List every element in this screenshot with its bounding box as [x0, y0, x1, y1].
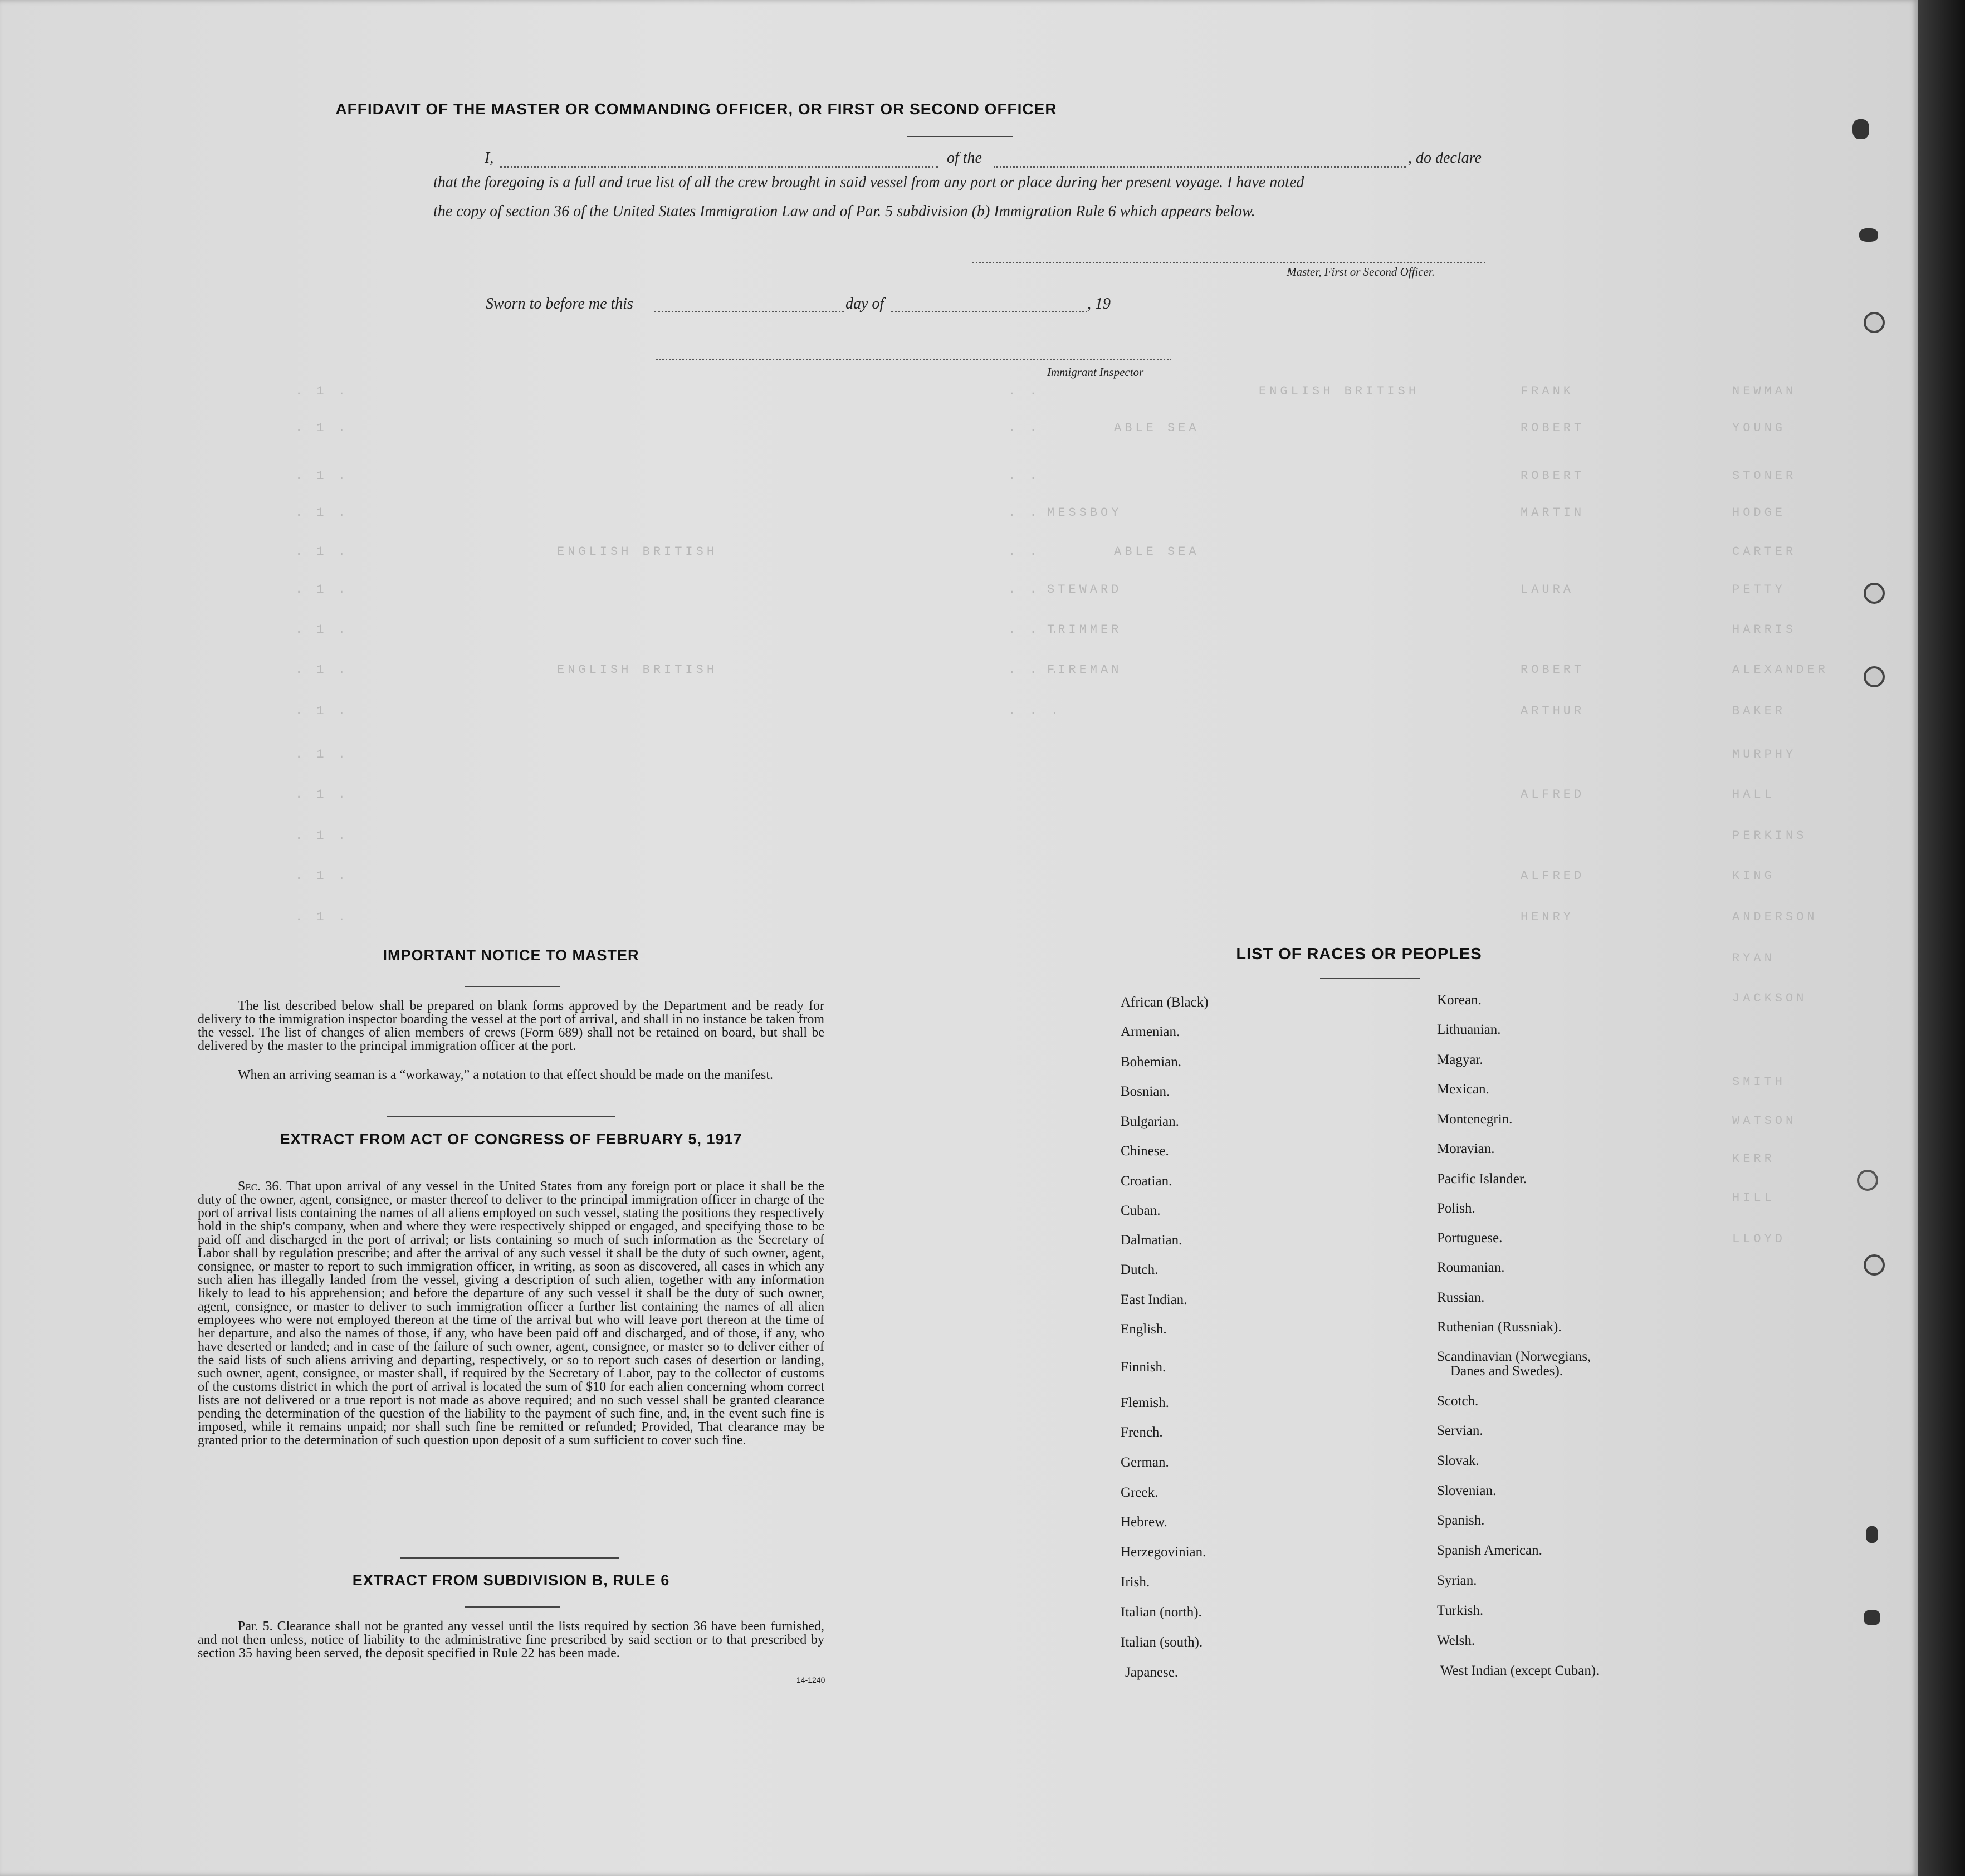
binder-mark: [1866, 1526, 1878, 1543]
race-item: Bulgarian.: [1121, 1114, 1179, 1129]
section-label: Sec. 36.: [238, 1179, 282, 1194]
binder-mark: [1852, 119, 1869, 139]
race-item: East Indian.: [1121, 1292, 1187, 1307]
race-item: Armenian.: [1121, 1024, 1180, 1039]
race-item: Japanese.: [1125, 1665, 1179, 1680]
affidavit-title: AFFIDAVIT OF THE MASTER OR COMMANDING OFFICER, OR FIRST OR SECOND OFFICER: [335, 100, 1057, 118]
race-item: Polish.: [1437, 1201, 1475, 1216]
race-item: Syrian.: [1437, 1573, 1477, 1588]
race-item: Slovak.: [1437, 1453, 1479, 1468]
divider: [465, 986, 560, 987]
section-body: That upon arrival of any vessel in the United States from any foreign port or place it shall be the duty of the owner, agent, consignee, or master thereof to deliver to the principal immigration officer in charge of the port of arrival lists containing the names of all aliens employed on such vessel, stating the positions they respectively hold in the ship's company, when and where they were respectively shipped or engaged, and specifying those to be paid off and discharged in the port of arrival; or lists containing so much of such information as the Secretary of Labor shall by regulation prescribe; and after the arrival of any such vessel it shall be the duty of such owner, agent, consignee, or master to report to such immigration officer, in writing, as soon as discovered, all cases in which any such alien has illegally landed from the vessel, giving a description of such alien, together with any information likely to lead to his apprehension; and before the departure of any such vessel it shall be the duty of such owner, agent, consignee, or master to deliver to such immigration officer a further list containing the names of all alien employees who were not employed thereon at the time of the arrival but who will leave port thereon at the time of her departure, and also the names of those, if any, who have been paid off and discharged, and of those, if any, who have deserted or landed; and in case of the failure of such owner, agent, consignee, or master so to deliver either of the said lists of such aliens arriving and departing, respectively, or so to report such cases of desertion or landing, such owner, agent, consignee, or master shall, if required by the Secretary of Labor, pay to the collector of customs of the customs district in which the port of arrival is located the sum of $10 for each alien concerning whom correct lists are not delivered or a true report is not made as above required; and no such vessel shall be granted clearance pending the determination of the question of the liability to the payment of such fine, and, in the event such fine is imposed, while it remains unpaid; nor shall such fine be remitted or refunded; Provided, That clearance may be granted prior to the determination of such question upon deposit of a sum sufficient to cover such fine.: [198, 1179, 824, 1448]
sworn-month-line[interactable]: [891, 311, 1087, 312]
notice-paragraph-1: The list described below shall be prepared on blank forms approved by the Department and be ready for delivery to the immigration inspector boarding the vessel at the port of arrival, and shall in no instance be taken from the vessel. The list of changes of alien members of crews (Form 689) shall not be retained on board, but shall be delivered by the master to the principal immigration officer at the port.: [198, 999, 824, 1053]
race-item: Mexican.: [1437, 1082, 1489, 1097]
race-item: Korean.: [1437, 993, 1482, 1008]
race-item: Scandinavian (Norwegians,: [1437, 1349, 1591, 1364]
race-item: Servian.: [1437, 1423, 1483, 1438]
divider: [400, 1557, 619, 1559]
section-36-text: [198, 1180, 824, 1447]
divider: [465, 1606, 560, 1608]
scan-edge: [1918, 0, 1965, 1876]
race-item: Cuban.: [1121, 1203, 1161, 1218]
race-item: Lithuanian.: [1437, 1022, 1501, 1037]
race-item: English.: [1121, 1322, 1167, 1337]
notice-paragraph-2: When an arriving seaman is a “workaway,” a notation to that effect should be made on the manifest.: [238, 1068, 773, 1082]
race-item: Moravian.: [1437, 1141, 1495, 1156]
race-item: Magyar.: [1437, 1052, 1483, 1067]
affidavit-line-2: that the foregoing is a full and true list of all the crew brought in said vessel from any port or place during her present voyage. I have noted: [433, 174, 1304, 191]
race-item: French.: [1121, 1425, 1163, 1440]
race-item: Dalmatian.: [1121, 1233, 1182, 1248]
race-item: Dutch.: [1121, 1262, 1159, 1277]
race-item: Finnish.: [1121, 1360, 1166, 1375]
race-item: Ruthenian (Russniak).: [1437, 1320, 1562, 1335]
extract-rule-heading: EXTRACT FROM SUBDIVISION B, RULE 6: [352, 1572, 670, 1589]
of-the-label: of the: [947, 149, 982, 167]
binder-hole: [1857, 1170, 1878, 1191]
year-label: , 19: [1087, 295, 1111, 312]
race-item: Turkish.: [1437, 1603, 1484, 1618]
race-item: Spanish American.: [1437, 1543, 1542, 1558]
race-item: Flemish.: [1121, 1395, 1169, 1410]
race-item: Hebrew.: [1121, 1515, 1167, 1530]
race-item: Greek.: [1121, 1485, 1159, 1500]
signature-label: Master, First or Second Officer.: [1287, 265, 1435, 279]
binder-hole: [1864, 583, 1885, 604]
binder-hole: [1864, 666, 1885, 687]
inspector-signature-line[interactable]: [656, 359, 1171, 360]
affidavit-line-3: the copy of section 36 of the United States Immigration Law and of Par. 5 subdivision (b) Immigration Rule 6 which appears below.: [433, 203, 1255, 220]
signature-line[interactable]: [972, 262, 1485, 263]
declarant-name-line[interactable]: [500, 166, 938, 168]
binder-mark: [1864, 1610, 1880, 1625]
race-item: Irish.: [1121, 1575, 1150, 1590]
divider: [907, 136, 1013, 137]
race-item: Roumanian.: [1437, 1260, 1505, 1275]
divider: [1320, 978, 1420, 979]
do-declare-label: , do declare: [1408, 149, 1482, 167]
form-number: 14-1240: [796, 1675, 825, 1684]
race-item: Russian.: [1437, 1290, 1485, 1305]
races-title: LIST OF RACES OR PEOPLES: [1236, 945, 1482, 963]
sworn-day-line[interactable]: [654, 311, 844, 312]
binder-hole: [1864, 312, 1885, 333]
race-item: Spanish.: [1437, 1513, 1485, 1528]
race-item: Chinese.: [1121, 1144, 1169, 1159]
race-item: Scotch.: [1437, 1394, 1479, 1409]
race-item: German.: [1121, 1455, 1169, 1470]
race-item: Bohemian.: [1121, 1054, 1182, 1069]
race-item: Croatian.: [1121, 1174, 1172, 1189]
binder-hole: [1864, 1254, 1885, 1276]
race-item: West Indian (except Cuban).: [1440, 1663, 1600, 1678]
race-item: Bosnian.: [1121, 1084, 1170, 1099]
form-page: AFFIDAVIT OF THE MASTER OR COMMANDING OFFICER, OR FIRST OR SECOND OFFICER I, of the , do declare that the foregoing is a full and true list of all the crew brought in said vessel from any port or place during her present voyage. I have noted the copy of section 36 of the United States Immigration Law and of Par. 5 subdivision (b) Immigration Rule 6 which appears below. Master, First or Second Officer. Sworn to before me this day of , 19 Immigrant Inspector NEWMAN YOUNG STONER HODGE CARTER PETTY HARRIS ALEXANDER BAKER MURPHY HALL PERKINS KING ANDERSON RYAN JACKSON SMITH WATSON KERR HILL LLOYD FRANK ROBERT ROBERT MARTIN LAURA ROBERT ARTHUR ALFRED ALFRED HENRY ABLE SEA MESSBOY ABLE SEA STEWARD TRIMMER FIREMAN ENGLISH BRITISH ENGLISH BRITISH ENGLISH BRITISH . 1 . . 1 . . 1 . . 1 . . 1 . . 1 . . 1 . . 1 . . 1 . . 1 . . 1 . . 1 . . 1 . . 1 . . . . . . . . . . . . . . . . . . . . . . IMPORTANT NOTICE TO MASTER The list described below shall be prepared on blank forms approved by the Department and be ready for delivery to the immigration inspector boarding the vessel at the port of arrival, and shall in no instance be taken from the vessel. The list of changes of alien members of crews (Form 689) shall not be retained on board, but shall be delivered by the master to the principal immigration officer at the port. When an arriving seaman is a “workaway,” a notation to that effect should be made on the manifest. EXTRACT FROM ACT OF CONGRESS OF FEBRUARY 5, 1917 Sec. 36. That upon arrival of any vessel in the United States from any foreign port or place it shall be the duty of the owner, agent, consignee, or master thereof to deliver to the principal immigration officer in charge of the port of arrival lists containing the names of all aliens employed on such vessel, stating the positions they respectively hold in the ship's company, when and where they were respectively shipped or engaged, and specifying those to be paid off and discharged in the port of arrival; or lists containing so much of such information as the Secretary of Labor shall by regulation prescribe; and after the arrival of any such vessel it shall be the duty of such owner, agent, consignee, or master to report to such immigration officer, in writing, as soon as discovered, all cases in which any such alien has illegally landed from the vessel, giving a description of such alien, together with any information likely to lead to his apprehension; and before the departure of any such vessel it shall be the duty of such owner, agent, consignee, or master to deliver to such immigration officer a further list containing the names of all alien employees who were not employed thereon at the time of the arrival but who will leave port thereon at the time of her departure, and also the names of those, if any, who have been paid off and discharged, and of those, if any, who have deserted or landed; and in case of the failure of such owner, agent, consignee, or master so to deliver either of the said lists of such aliens arriving and departing, respectively, or so to report such cases of desertion or landing, such owner, agent, consignee, or master shall, if required by the Secretary of Labor, pay to the collector of customs of the customs district in which the port of arrival is located the sum of $10 for each alien concerning whom correct lists are not delivered or a true report is not made as above required; and no such vessel shall be granted clearance pending the determination of the question of the liability to the payment of such fine, and, in the event such fine is imposed, while it remains unpaid; nor shall such fine be remitted or refunded; Provided, That clearance may be granted prior to the determination of such question upon deposit of a sum sufficient to cover such fine. EXTRACT FROM SUBDIVISION B, RULE 6 Par. 5. Clearance shall not be granted any vessel until the lists required by section 36 have been furnished, and not then unless, notice of liability to the administrative fine prescribed by said section or to that prescribed by section 35 having been served, the deposit specified in Rule 22 has been made. 14-1240 LIST OF RACES OR PEOPLES African (Black) Armenian. Bohemian. Bosnian. Bulgarian. Chinese. Croatian. Cuban. Dalmatian. Dutch. East Indian. English. Finnish. Flemish. French. German. Greek. Hebrew. Herzegovinian. Irish. Italian (north). Italian (south). Japanese. Korean. Lithuanian. Magyar. Mexican. Montenegrin. Moravian. Pacific Islander. Polish. Portuguese. Roumanian. Russian. Ruthenian (Russniak). Scandinavian (Norwegians, Danes and Swedes). Scotch. Servian. Slovak. Slovenian. Spanish. Spanish American. Syrian. Turkish. Welsh. West Indian (except Cuban).: [0, 0, 1918, 1876]
inspector-label: Immigrant Inspector: [1047, 365, 1144, 379]
notice-heading: IMPORTANT NOTICE TO MASTER: [383, 947, 639, 964]
divider: [387, 1116, 615, 1117]
race-item: African (Black): [1121, 995, 1209, 1010]
race-item: Welsh.: [1437, 1633, 1475, 1648]
extract-act-heading: EXTRACT FROM ACT OF CONGRESS OF FEBRUARY 5, 1917: [280, 1131, 742, 1147]
rule-6-text: Par. 5. Clearance shall not be granted any vessel until the lists required by section 36 have been furnished, and not then unless, notice of liability to the administrative fine prescribed by said section or to that prescribed by section 35 having been served, the deposit specified in Rule 22 has been made.: [198, 1619, 824, 1660]
race-item: Portuguese.: [1437, 1230, 1503, 1245]
declarant-prefix: I,: [485, 149, 494, 167]
binder-mark: [1859, 228, 1878, 242]
race-item: Danes and Swedes).: [1450, 1364, 1563, 1379]
vessel-name-line[interactable]: [994, 166, 1406, 168]
race-item: Montenegrin.: [1437, 1112, 1513, 1127]
day-of-label: day of: [845, 295, 884, 312]
race-item: Slovenian.: [1437, 1483, 1497, 1498]
race-item: Herzegovinian.: [1121, 1545, 1206, 1560]
sworn-label: Sworn to before me this: [486, 295, 633, 312]
race-item: Italian (north).: [1121, 1605, 1202, 1620]
race-item: Italian (south).: [1121, 1635, 1203, 1650]
race-item: Pacific Islander.: [1437, 1171, 1527, 1186]
